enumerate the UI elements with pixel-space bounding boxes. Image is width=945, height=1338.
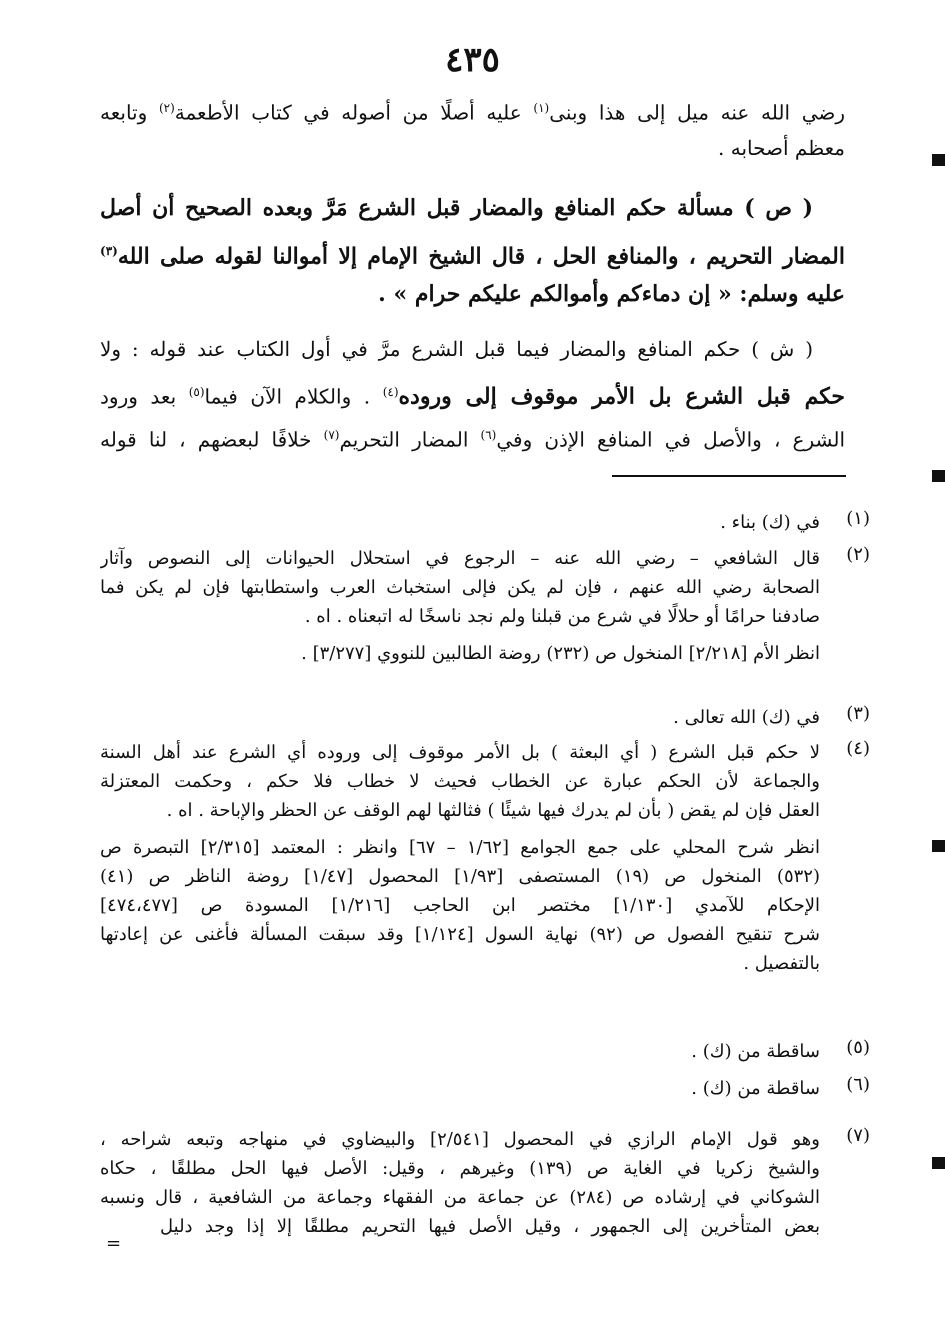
footnote-reference-line: انظر شرح المحلي على جمع الجوامع [١/٦٢ – ٦٧] وانظر : المعتمد [٢/٣١٥] التبصرة ص — [100, 837, 820, 858]
scan-edge-mark — [932, 154, 945, 166]
footnote-separator — [612, 475, 846, 477]
footnote-number: (٤) — [846, 738, 870, 759]
sharh-line-3 — [100, 414, 845, 457]
footnote-number: (٥) — [846, 1037, 870, 1058]
footnote-number: (٦) — [846, 1074, 870, 1095]
sharh-line-2 — [100, 371, 845, 414]
footnote-2 — [100, 544, 870, 668]
footnote-ref-1: (١) — [533, 101, 550, 115]
scan-edge-mark — [932, 1157, 945, 1169]
footnote-reference-line: انظر الأم [٢/٢١٨] المنخول ص (٢٣٢) روضة الطالبين للنووي [٣/٢٧٧] . — [301, 643, 820, 664]
footnote-6 — [100, 1074, 870, 1103]
matn-line-1: ( ص ) مسألة حكم المنافع والمضار قبل الشرع مَرَّ وبعده الصحيح أن أصل — [100, 195, 813, 221]
footnote-line: صادفنا حرامًا أو حلالًا في شرع من قبلنا ولم نجد ناسخًا له اتبعناه . اه . — [304, 606, 820, 627]
scan-edge-mark — [932, 470, 945, 482]
footnote-1 — [100, 508, 870, 537]
intro-text-1b: عليه أصلًا من أصوله في كتاب الأطعمة — [174, 100, 534, 125]
matn-line-3: عليه وسلم: « إن دماءكم وأموالكم عليكم حرام » . — [378, 281, 845, 307]
footnote-reference-line: بالتفصيل . — [743, 953, 820, 974]
footnote-4 — [100, 738, 870, 978]
page-number: ٤٣٥ — [445, 40, 500, 80]
footnote-number: (٧) — [846, 1125, 870, 1146]
footnote-line: العقل فإن لم يقض ( بأن لم يدرك فيها شيئًا ) فثالثها لهم الوقف عن الحظر والإباحة . اه . — [166, 800, 820, 821]
sharh-text-2-end: بعد ورود — [100, 384, 189, 409]
footnote-5 — [100, 1037, 870, 1066]
footnote-line: والجماعة لأن الحكم عبارة عن الخطاب فحيث لا خطاب فلا حكم ، وحكمت المعتزلة — [100, 771, 820, 792]
footnote-ref-3: (٣) — [100, 244, 118, 258]
footnote-ref-4: (٤) — [382, 385, 399, 399]
footnote-ref-6: (٦) — [480, 428, 497, 442]
footnote-number: (٢) — [846, 544, 870, 565]
footnote-ref-7: (٧) — [323, 428, 340, 442]
sharh-bold-quote: حكم قبل الشرع بل الأمر موقوف إلى وروده — [398, 383, 845, 410]
intro-paragraph — [100, 88, 845, 168]
footnote-number: (١) — [846, 508, 870, 529]
footnote-line: قال الشافعي – رضي الله عنه – الرجوع في استحلال الحيوانات إلى النصوص وآثار — [100, 548, 820, 569]
footnote-3 — [100, 703, 870, 732]
footnote-reference-line: شرح تنقيح الفصول ص (٩٢) نهاية السول [١/١٢٤] وقد سبقت المسألة فأغنى عن إعادتها — [100, 924, 820, 945]
footnote-line: وهو قول الإمام الرازي في المحصول [٢/٥٤١] والبيضاوي في منهاجه وتبعه شراحه ، — [100, 1129, 820, 1150]
footnote-line: الصحابة رضي الله عنهم ، فإن لم يكن فإلى استخباث العرب واستطابتها فإن لم يكن فما — [100, 577, 820, 598]
matn-line-2 — [100, 230, 845, 273]
matn-text-2: المضار التحريم ، والمنافع الحل ، قال الشيخ الإمام إلا أموالنا لقوله صلى الله — [117, 243, 845, 270]
footnote-line: ساقطة من (ك) . — [691, 1078, 820, 1099]
footnote-reference-line: الإحكام للآمدي [١/١٣٠] مختصر ابن الحاجب [١/٢١٦] المسودة ص [٤٧٤،٤٧٧] — [100, 895, 820, 916]
sharh-text-3b: المضار التحريم — [339, 427, 481, 452]
footnote-number: (٣) — [846, 703, 870, 724]
sharh-section — [100, 328, 845, 457]
intro-text-1: رضي الله عنه ميل إلى هذا وبنى — [549, 100, 845, 125]
intro-line-2: معظم أصحابه . — [718, 136, 845, 160]
footnote-reference-line: (٥٣٢) المنخول ص (١٩) المستصفى [١/٩٣] المحصول [١/٤٧] روضة الناظر ص (٤١) — [100, 866, 820, 887]
sharh-text-2: . والكلام الآن فيما — [204, 384, 383, 409]
intro-text-1c: وتابعه — [100, 100, 159, 125]
footnote-line: والشيخ زكريا في الغاية ص (١٣٩) وغيرهم ، وقيل: الأصل فيها الحل مطلقًا ، حكاه — [100, 1158, 820, 1179]
sharh-line-1: ( ش ) حكم المنافع والمضار فيما قبل الشرع مرَّ في أول الكتاب عند قوله : ولا — [100, 337, 813, 361]
footnote-line: الشوكاني في إرشاده ص (٢٨٤) عن جماعة من الفقهاء وجماعة من الشافعية ، قال ونسبه — [100, 1187, 820, 1208]
footnote-ref-2: (٢) — [158, 101, 175, 115]
footnote-7 — [100, 1125, 870, 1241]
sharh-text-3a: الشرع ، والأصل في المنافع الإذن وفي — [496, 427, 845, 452]
footnote-line: ساقطة من (ك) . — [691, 1041, 820, 1062]
intro-line-1 — [100, 88, 845, 128]
scan-edge-mark — [932, 840, 945, 852]
footnote-ref-5: (٥) — [188, 385, 205, 399]
matn-section — [100, 187, 845, 316]
footnote-line: لا حكم قبل الشرع ( أي البعثة ) بل الأمر موقوف إلى وروده أي الشرع عند أهل السنة — [100, 742, 820, 763]
sharh-text-3c: خلافًا لبعضهم ، لنا قوله — [100, 427, 324, 452]
footnote-line: في (ك) بناء . — [720, 512, 820, 533]
footnote-line: في (ك) الله تعالى . — [673, 707, 820, 728]
continuation-mark: = — [106, 1233, 122, 1254]
footnote-line: بعض المتأخرين إلى الجمهور ، وقيل الأصل فيها التحريم مطلقًا إلا إذا وجد دليل — [160, 1216, 820, 1237]
